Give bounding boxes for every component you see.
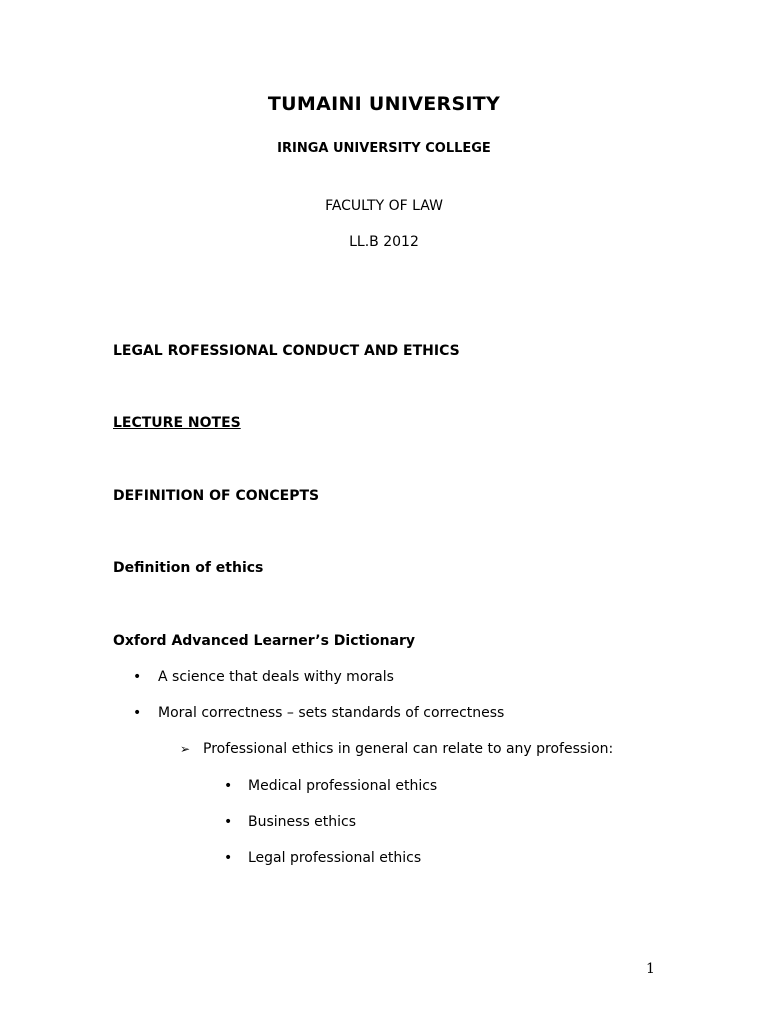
sub-sub-list-item: Medical professional ethics — [248, 778, 438, 794]
university-title: TUMAINI UNIVERSITY — [267, 93, 501, 115]
faculty-name: FACULTY OF LAW — [325, 198, 443, 214]
college-name: IRINGA UNIVERSITY COLLEGE — [277, 141, 491, 156]
page-number: 1 — [646, 961, 655, 977]
bullet-icon: • — [224, 850, 233, 866]
sub-list-item: Professional ethics in general can relate to any profession: — [203, 741, 614, 757]
course-title: LEGAL ROFESSIONAL CONDUCT AND ETHICS — [113, 343, 460, 359]
lecture-notes-heading: LECTURE NOTES — [113, 415, 241, 431]
arrow-bullet-icon: ➢ — [180, 742, 191, 756]
list-item: Moral correctness – sets standards of correctness — [158, 705, 505, 721]
bullet-icon: • — [224, 778, 233, 794]
program-year: LL.B 2012 — [349, 234, 419, 250]
list-item: A science that deals withy morals — [158, 669, 394, 685]
oxford-dictionary-heading: Oxford Advanced Learner’s Dictionary — [113, 633, 416, 649]
definition-of-ethics-heading: Definition of ethics — [113, 560, 264, 576]
definition-of-concepts-heading: DEFINITION OF CONCEPTS — [113, 488, 320, 504]
bullet-icon: • — [224, 814, 233, 830]
sub-sub-list-item: Legal professional ethics — [248, 850, 422, 866]
bullet-icon: • — [133, 669, 142, 685]
sub-sub-list-item: Business ethics — [248, 814, 357, 830]
bullet-icon: • — [133, 705, 142, 721]
